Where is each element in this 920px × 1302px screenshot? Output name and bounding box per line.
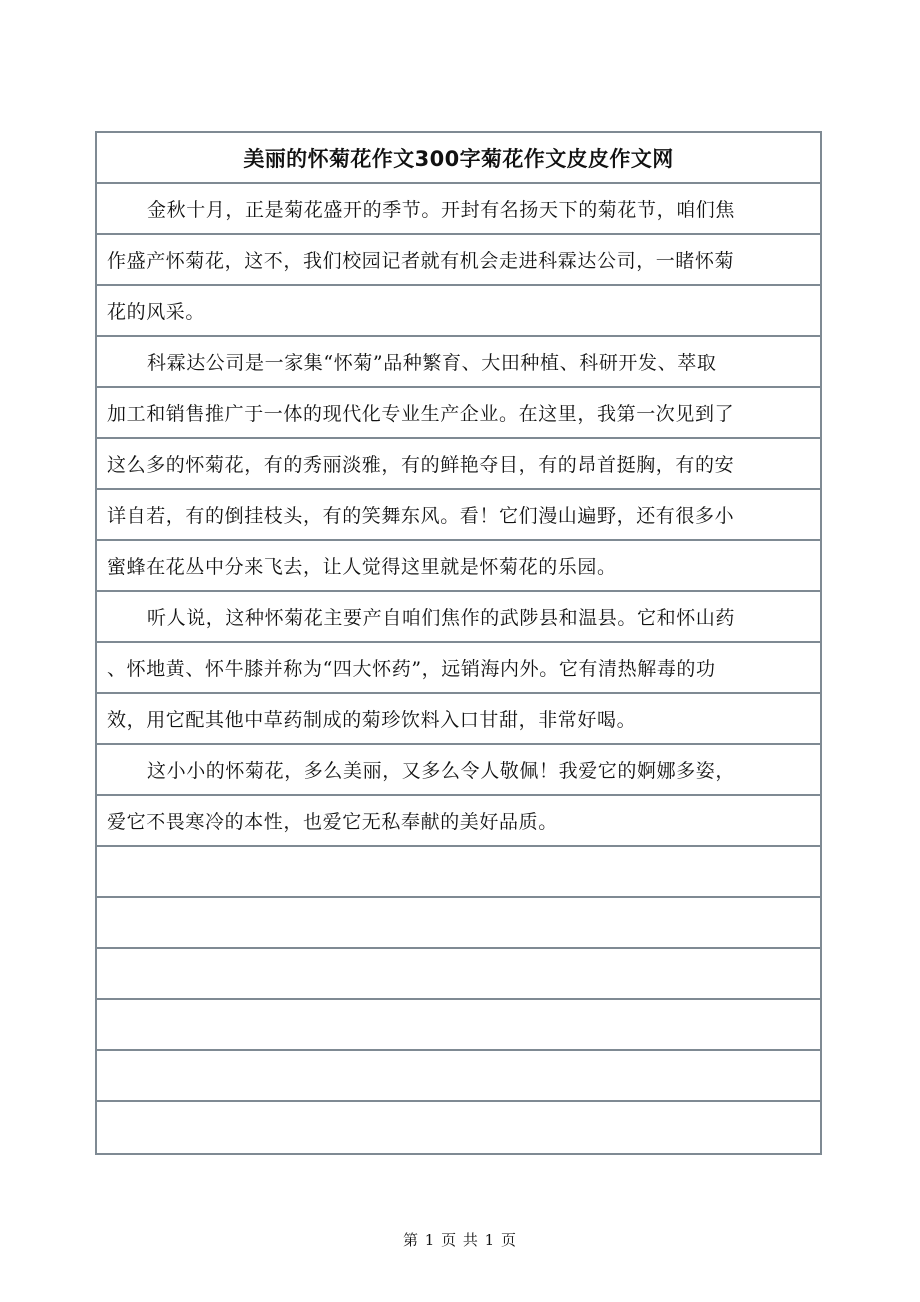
text-line [97, 694, 820, 745]
line-text: 金秋十月，正是菊花盛开的季节。开封有名扬天下的菊花节，咱们焦 [147, 199, 736, 221]
text-line [97, 184, 820, 235]
line-text: 这么多的怀菊花，有的秀丽淡雅，有的鲜艳夺目，有的昂首挺胸，有的安 [107, 454, 735, 476]
ruled-sheet [95, 131, 822, 1155]
text-line [97, 796, 820, 847]
empty-line [97, 1051, 820, 1102]
text-line [97, 541, 820, 592]
page-number: 第 1 页 共 1 页 [403, 1231, 517, 1249]
line-text: 蜜蜂在花丛中分来飞去，让人觉得这里就是怀菊花的乐园。 [107, 556, 617, 578]
document-title-row [97, 133, 820, 184]
empty-line [97, 847, 820, 898]
empty-line [97, 1000, 820, 1051]
document-title: 美丽的怀菊花作文300字菊花作文皮皮作文网 [243, 146, 674, 171]
line-text: 这小小的怀菊花，多么美丽，又多么令人敬佩！我爱它的婀娜多姿， [147, 760, 736, 782]
line-text: 听人说，这种怀菊花主要产自咱们焦作的武陟县和温县。它和怀山药 [147, 607, 736, 629]
line-text: 爱它不畏寒冷的本性，也爱它无私奉献的美好品质。 [107, 811, 558, 833]
text-line [97, 439, 820, 490]
text-line [97, 745, 820, 796]
line-text: 科霖达公司是一家集“怀菊”品种繁育、大田种植、科研开发、萃取 [147, 352, 717, 374]
line-text: 详自若，有的倒挂枝头，有的笑舞东风。看！它们漫山遍野，还有很多小 [107, 505, 735, 527]
empty-line [97, 898, 820, 949]
line-text: 、怀地黄、怀牛膝并称为“四大怀药”，远销海内外。它有清热解毒的功 [107, 658, 716, 680]
text-line [97, 388, 820, 439]
line-text: 加工和销售推广于一体的现代化专业生产企业。在这里，我第一次见到了 [107, 403, 735, 425]
empty-line [97, 949, 820, 1000]
text-line [97, 643, 820, 694]
page-footer [0, 1229, 920, 1250]
line-text: 花的风采。 [107, 301, 206, 323]
text-line [97, 592, 820, 643]
line-text: 作盛产怀菊花，这不，我们校园记者就有机会走进科霖达公司，一睹怀菊 [107, 250, 735, 272]
text-line [97, 286, 820, 337]
text-line [97, 490, 820, 541]
empty-line [97, 1102, 820, 1153]
text-line [97, 235, 820, 286]
text-line [97, 337, 820, 388]
line-text: 效，用它配其他中草药制成的菊珍饮料入口甘甜，非常好喝。 [107, 709, 637, 731]
